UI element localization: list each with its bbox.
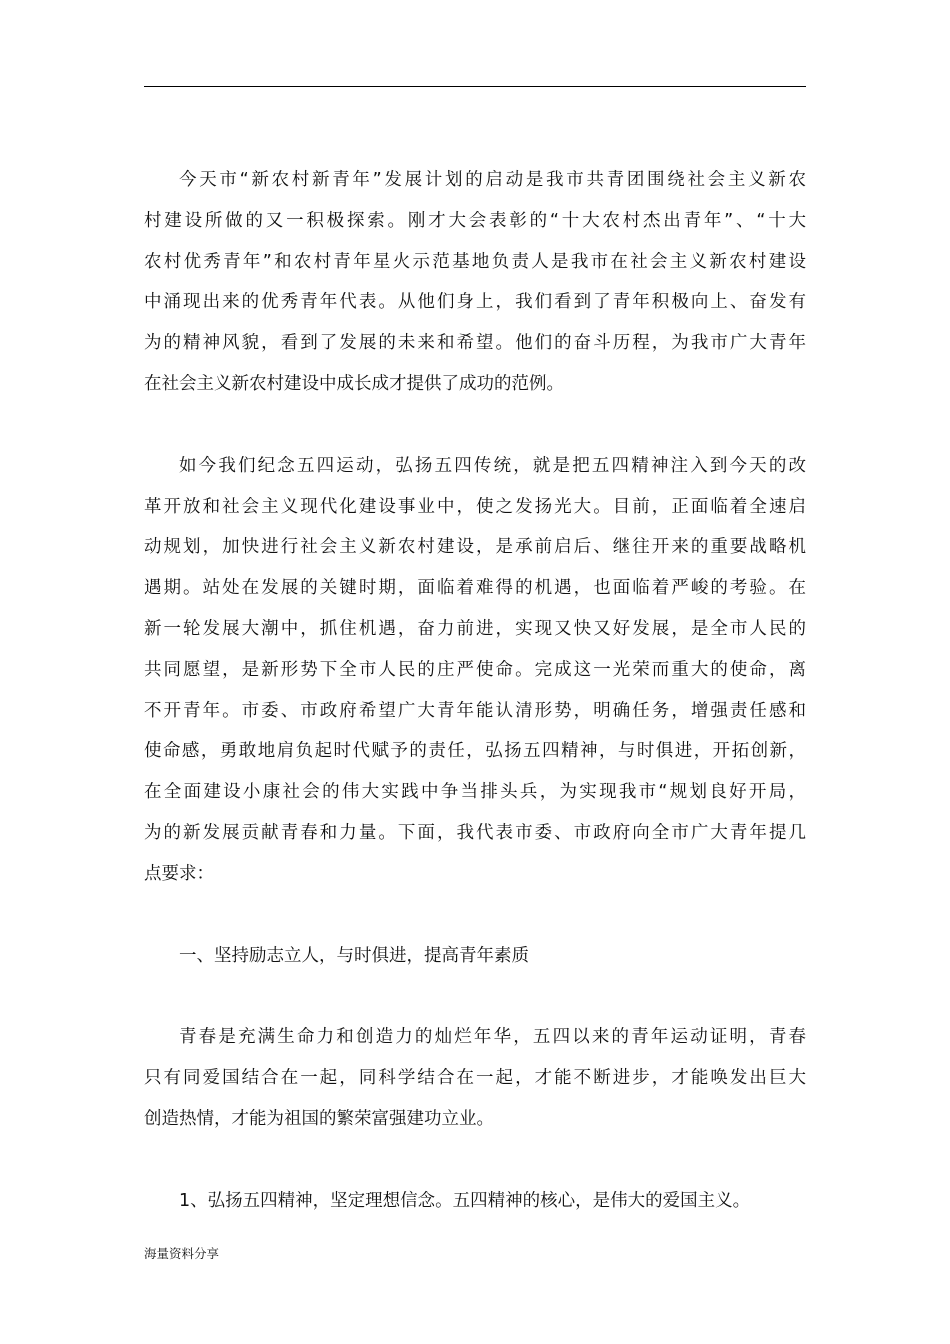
paragraph-line: 在社会主义新农村建设中成长成才提供了成功的范例。: [144, 373, 564, 394]
paragraph-line: 创造热情，才能为祖国的繁荣富强建功立业。: [144, 1108, 494, 1129]
paragraph-line: 1、弘扬五四精神，坚定理想信念。五四精神的核心，是伟大的爱国主义。: [179, 1190, 751, 1211]
paragraph-line: 只有同爱国结合在一起，同科学结合在一起，才能不断进步，才能唤发出巨大: [144, 1068, 806, 1089]
document-body: [144, 160, 806, 1263]
paragraph-line: 为的新发展贡献青春和力量。下面，我代表市委、市政府向全市广大青年提几: [144, 822, 806, 843]
paragraph: [144, 1181, 806, 1222]
paragraph-line: 今天市“新农村新青年”发展计划的启动是我市共青团围绕社会主义新农: [179, 170, 806, 190]
paragraph: [144, 1017, 806, 1139]
paragraph-line: 革开放和社会主义现代化建设事业中，使之发扬光大。目前，正面临着全速启: [144, 496, 806, 517]
page-footer: 海量资料分享: [144, 1246, 220, 1261]
header-rule: [144, 86, 806, 87]
paragraph: [144, 446, 806, 895]
paragraph-line: 使命感，勇敢地肩负起时代赋予的责任，弘扬五四精神，与时俱进，开拓创新，: [144, 741, 806, 762]
paragraph-line: 青春是充满生命力和创造力的灿烂年华，五四以来的青年运动证明，青春: [179, 1027, 806, 1048]
paragraph-line: 在全面建设小康社会的伟大实践中争当排头兵，为实现我市“规划良好开局，: [144, 782, 806, 803]
paragraph-line: 点要求：: [144, 863, 214, 884]
paragraph-line: 中涌现出来的优秀青年代表。从他们身上，我们看到了青年积极向上、奋发有: [144, 292, 806, 313]
paragraph-line: 共同愿望，是新形势下全市人民的庄严使命。完成这一光荣而重大的使命，离: [144, 659, 806, 680]
paragraph-line: 村建设所做的又一积极探索。刚才大会表彰的“十大农村杰出青年”、“十大: [144, 210, 806, 231]
paragraph-line: 为的精神风貌，看到了发展的未来和希望。他们的奋斗历程，为我市广大青年: [144, 333, 806, 354]
paragraph-line: 动规划，加快进行社会主义新农村建设，是承前启后、继往开来的重要战略机: [144, 537, 806, 558]
paragraph: [144, 936, 806, 977]
paragraph-line: 新一轮发展大潮中，抓住机遇，奋力前进，实现又快又好发展，是全市人民的: [144, 618, 806, 639]
paragraph-line: 农村优秀青年”和农村青年星火示范基地负责人是我市在社会主义新农村建设: [144, 251, 806, 272]
paragraph-line: 一、坚持励志立人，与时俱进，提高青年素质: [179, 945, 529, 966]
paragraph: [144, 160, 806, 405]
paragraph-line: 遇期。站处在发展的关键时期，面临着难得的机遇，也面临着严峻的考验。在: [144, 578, 806, 599]
paragraph-line: 如今我们纪念五四运动，弘扬五四传统，就是把五四精神注入到今天的改: [179, 455, 806, 476]
paragraph-line: 不开青年。市委、市政府希望广大青年能认清形势，明确任务，增强责任感和: [144, 700, 806, 721]
